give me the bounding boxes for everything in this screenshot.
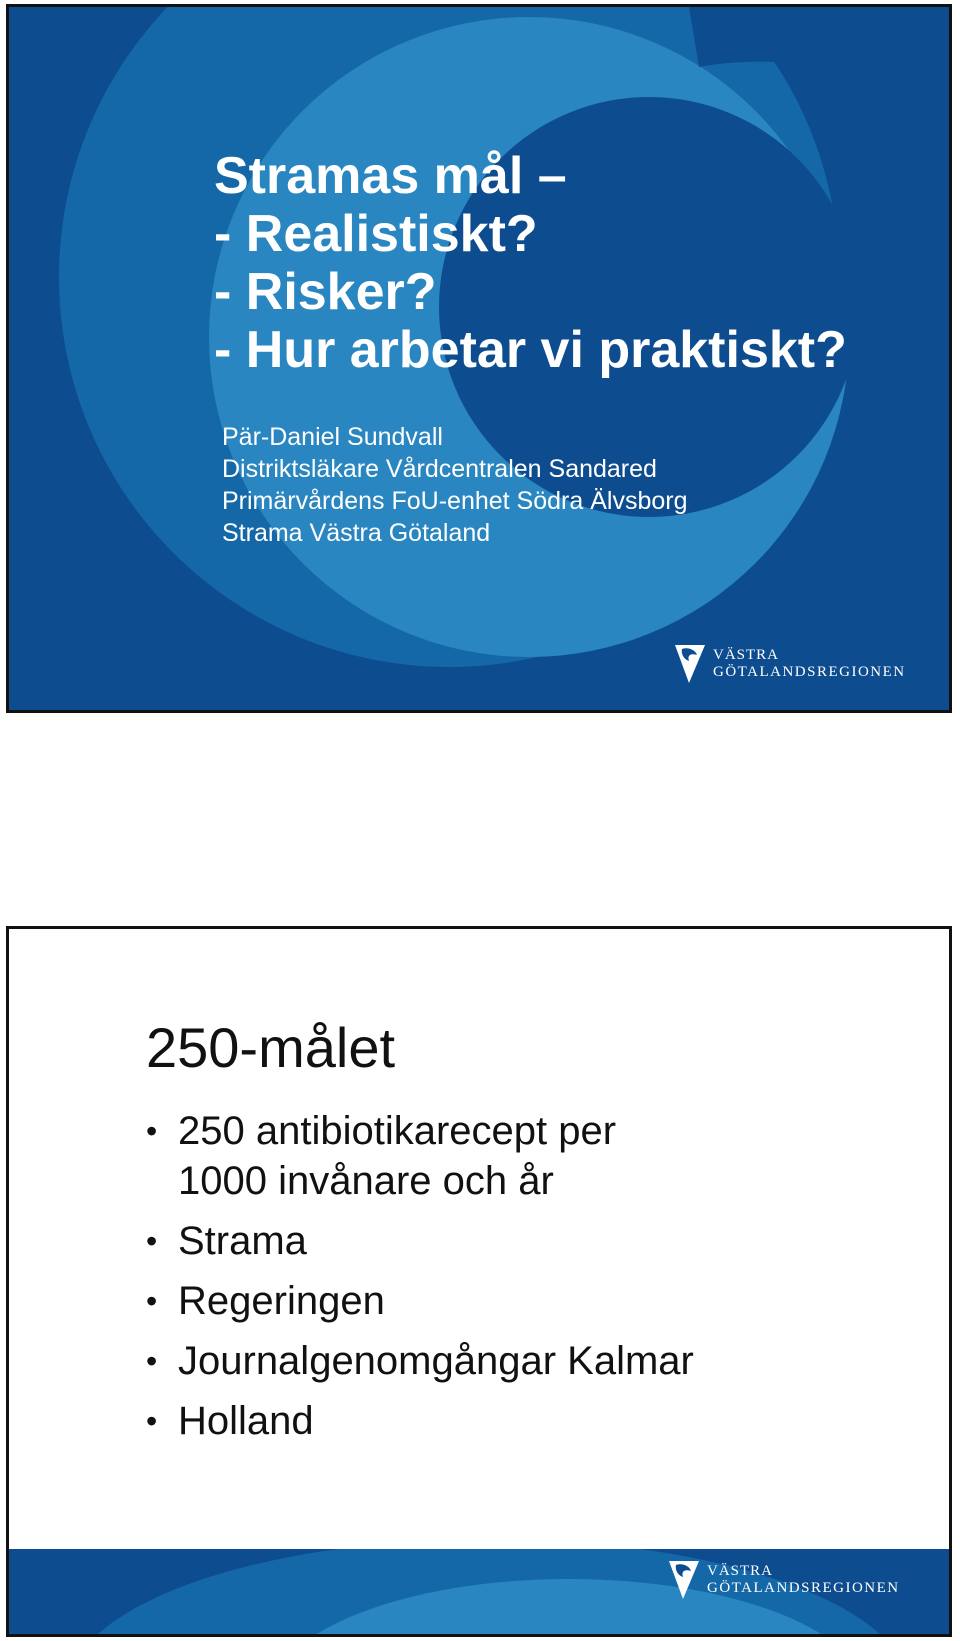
slide-title	[214, 147, 847, 379]
logo-line-2: GÖTALANDSREGIONEN	[707, 1580, 900, 1596]
bullet-icon: •	[146, 1403, 158, 1439]
bullet-icon: •	[146, 1113, 158, 1149]
slide-footer-band	[9, 1549, 949, 1634]
title-line: - Hur arbetar vi praktiskt?	[214, 321, 847, 379]
bullet-text: 250 antibiotikarecept per	[178, 1109, 617, 1153]
bullet-text-continued: 1000 invånare och år	[178, 1159, 554, 1203]
author-affiliation: Primärvårdens FoU-enhet Södra Älvsborg	[222, 487, 688, 515]
bullet-icon: •	[146, 1283, 158, 1319]
vgr-logo	[673, 643, 906, 685]
bullet-text: Holland	[178, 1399, 314, 1443]
title-slide	[6, 4, 952, 713]
bullet-text: Journalgenomgångar Kalmar	[178, 1339, 694, 1383]
author-role: Distriktsläkare Vårdcentralen Sandared	[222, 455, 657, 483]
logo-line-1: VÄSTRA	[707, 1563, 774, 1579]
bullet-item	[144, 1396, 694, 1446]
bullet-text: Strama	[178, 1219, 307, 1263]
bullet-icon: •	[146, 1223, 158, 1259]
bullet-item	[144, 1216, 694, 1266]
bullet-list	[144, 1106, 694, 1456]
author-organization: Strama Västra Götaland	[222, 519, 491, 547]
title-line: - Realistiskt?	[214, 205, 538, 263]
bullet-item	[144, 1106, 694, 1206]
bullet-item	[144, 1336, 694, 1386]
bullet-item	[144, 1276, 694, 1326]
bullet-text: Regeringen	[178, 1279, 385, 1323]
logo-text	[707, 1563, 900, 1597]
vgr-emblem-icon	[667, 1559, 701, 1601]
logo-text	[713, 647, 906, 681]
logo-line-1: VÄSTRA	[713, 647, 780, 663]
bullet-icon: •	[146, 1343, 158, 1379]
content-slide-title: 250-målet	[146, 1016, 396, 1079]
author-name: Pär-Daniel Sundvall	[222, 423, 443, 451]
title-line: - Risker?	[214, 263, 437, 321]
title-line: Stramas mål –	[214, 147, 567, 205]
vgr-logo	[667, 1559, 900, 1601]
vgr-emblem-icon	[673, 643, 707, 685]
author-info	[222, 421, 687, 549]
logo-line-2: GÖTALANDSREGIONEN	[713, 664, 906, 680]
